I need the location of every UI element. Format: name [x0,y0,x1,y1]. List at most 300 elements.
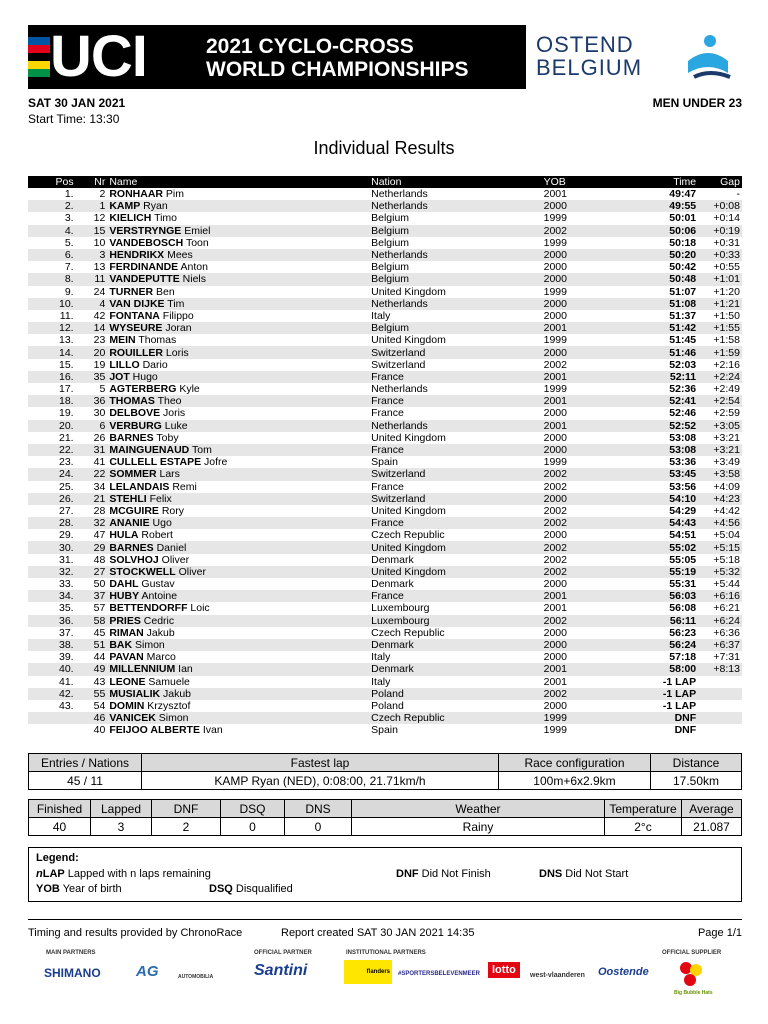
rider-surname: DOMIN [109,699,145,712]
legend-dns-desc: Did Not Start [565,868,629,880]
cell-yob: 2000 [543,699,567,712]
rider-firstname: Joran [165,322,192,335]
rider-firstname: Luke [164,419,188,432]
table-row [28,481,742,493]
cell-time: 57:18 [669,651,697,664]
cell-yob: 1999 [543,212,567,225]
cell-time: 52:03 [669,358,697,371]
cell-nation: Netherlands [369,200,542,212]
oostende-logo: Oostende [598,966,649,978]
cell-gap: +2:54 [698,395,742,407]
rider-surname: VERSTRYNGE [109,224,182,237]
cell-name [107,481,369,493]
cell-gap: +3:05 [698,420,742,432]
rider-surname: SOLVHOJ [109,553,159,566]
rider-firstname: Lars [159,468,180,481]
rider-firstname: Cedric [143,614,175,627]
cell-pos: 41. [58,675,74,688]
cell-nr: 47 [93,529,106,542]
table-row [28,334,742,346]
cell-nr: 28 [93,504,106,517]
cell-yob: 2001 [542,322,625,334]
cell-nation: Belgium [371,236,410,249]
legend-dsq [209,883,293,895]
title-line-2: WORLD CHAMPIONSHIPS [206,58,469,81]
cell-nation: France [371,407,404,420]
cell-gap: +6:37 [698,639,742,651]
table-row [28,590,742,602]
table-row [28,493,742,505]
cell-gap [698,700,742,712]
rider-firstname: Samuele [148,675,190,688]
col-pos: Pos [28,176,76,188]
cell-time: 51:45 [669,334,697,347]
cell-time: 53:56 [669,480,697,493]
rider-firstname: Jakub [163,687,192,700]
cell-name [107,407,369,419]
cell-gap: +6:21 [713,602,740,615]
weather-value: Rainy [352,818,605,836]
table-row [28,700,742,712]
cell-nr: 32 [76,517,108,529]
cell-gap: +3:49 [713,456,740,469]
cell-yob: 2002 [543,504,567,517]
table-row [28,517,742,529]
cell-nation: United Kingdom [371,504,446,517]
cell-gap: +7:31 [713,651,740,664]
cell-yob: 2000 [543,261,567,274]
legend-yob [36,883,122,895]
table-row [28,554,742,566]
fastest-lap-value: KAMP Ryan (NED), 0:08:00, 21.71km/h [142,772,499,790]
cell-nation: Switzerland [369,493,542,505]
cell-time: 51:07 [669,285,697,298]
cell-time: 50:20 [625,249,698,261]
cell-pos: 3. [64,212,74,225]
lapped-value: 3 [91,818,152,836]
cell-nation: Switzerland [369,346,542,358]
cell-nation: Italy [371,675,391,688]
cell-nation: United Kingdom [369,566,542,578]
cell-gap: +0:14 [713,212,740,225]
cell-nr: 37 [76,590,108,602]
rider-surname: VERBURG [109,419,162,432]
cell-name [107,286,369,298]
timing-provider: Timing and results provided by ChronoRace [28,927,243,939]
cell-nr: 57 [93,602,106,615]
cell-gap: +2:59 [713,407,740,420]
rider-firstname: Krzysztof [147,699,191,712]
rider-firstname: Timo [154,212,178,225]
cell-yob: 2000 [542,298,625,310]
cell-nr: 1 [76,200,108,212]
cell-yob: 2002 [542,468,625,480]
cell-gap: +0:19 [698,225,742,237]
stripe [28,69,50,77]
results-table [28,176,742,736]
dns-label: DNS [285,800,352,818]
table-row [28,261,742,273]
race-date: SAT 30 JAN 2021 [28,96,126,110]
cell-gap: +6:36 [713,626,740,639]
finished-value: 40 [29,818,91,836]
cell-time: 56:03 [625,590,698,602]
cell-nr: 3 [76,249,108,261]
main-partners-label: MAIN PARTNERS [46,950,96,956]
table-row [28,310,742,322]
cell-nation: United Kingdom [371,285,446,298]
rider-surname: SOMMER [109,468,157,481]
cell-yob: 2000 [542,346,625,358]
cell-pos: 34. [28,590,76,602]
host-line-2: BELGIUM [536,55,643,80]
table-row [28,639,742,651]
cell-nation: Czech Republic [371,626,445,639]
cell-pos: 33. [58,578,74,591]
rider-firstname: Emiel [184,224,211,237]
rider-firstname: Toby [156,431,179,444]
rider-surname: LELANDAIS [109,480,170,493]
cell-time: 56:08 [669,602,697,615]
table-row [28,188,742,200]
rider-surname: CULLELL ESTAPE [109,456,202,469]
cell-pos: 21. [58,431,74,444]
rider-surname: HUBY [109,590,140,603]
table-row [28,225,742,237]
cell-nation: United Kingdom [371,334,446,347]
table-row [28,432,742,444]
cell-nation: Belgium [369,322,542,334]
flanders-logo: flanders [344,960,392,984]
weather-label: Weather [352,800,605,818]
cell-gap: +0:31 [713,236,740,249]
cell-pos: 24. [28,468,76,480]
cell-nr: 4 [76,298,108,310]
cell-time: 50:18 [669,236,697,249]
rider-firstname: Hugo [132,370,158,383]
cell-nation: Netherlands [369,249,542,261]
cell-time: 56:11 [625,615,698,627]
cell-time: 50:48 [625,273,698,285]
cell-time: 49:47 [669,188,697,201]
cell-nr: 51 [76,639,108,651]
table-row [28,420,742,432]
cell-nr: 45 [93,626,106,639]
cell-gap: +1:21 [698,298,742,310]
race-config-value: 100m+6x2.9km [499,772,651,790]
table-row [28,712,742,724]
rider-firstname: Theo [157,395,182,408]
table-row [28,651,742,663]
cell-nr: 50 [93,578,106,591]
rider-surname: BARNES [109,431,154,444]
cell-pos: 9. [64,285,74,298]
cell-name [107,249,369,261]
rider-firstname: Tom [191,444,212,457]
rider-surname: FEIJOO ALBERTE [109,724,200,737]
cell-yob: 2001 [542,395,625,407]
cell-gap [698,676,742,688]
rider-firstname: Dario [142,358,168,371]
title-line-1: 2021 CYCLO-CROSS [206,35,414,58]
table-row [28,566,742,578]
race-config-label: Race configuration [499,754,651,772]
cell-pos: 29. [58,529,74,542]
cell-time: 54:29 [669,504,697,517]
cell-nr: 46 [76,712,108,724]
cell-pos: 12. [28,322,76,334]
table-row [28,346,742,358]
cell-pos: 30. [28,541,76,553]
table-row [28,212,742,224]
cell-yob: 1999 [543,724,567,737]
cell-nation: Netherlands [369,420,542,432]
cell-yob: 2002 [543,480,567,493]
cell-gap: +5:44 [713,578,740,591]
cell-nation: Belgium [371,212,410,225]
rider-surname: DAHL [109,578,139,591]
cell-nr: 58 [76,615,108,627]
cell-gap: +0:08 [698,200,742,212]
rider-surname: MUSIALIK [109,687,161,700]
cell-yob: 2000 [543,407,567,420]
cell-pos: 25. [58,480,74,493]
cell-nr: 55 [76,688,108,700]
cell-name [107,322,369,334]
cell-nr: 14 [76,322,108,334]
table-row [28,578,742,590]
cell-name [107,578,369,590]
legend-yob-key: YOB [36,883,60,895]
cell-name [107,541,369,553]
west-vlaanderen-logo: west-vlaanderen [530,972,585,979]
entries-value: 45 / 11 [29,772,142,790]
table-row [28,444,742,456]
table-row [28,322,742,334]
cell-pos: 2. [28,200,76,212]
rider-firstname: Jakub [146,626,175,639]
cell-pos: 7. [64,261,74,274]
cell-name [107,627,369,639]
cell-time: 51:37 [669,309,697,322]
table-row [28,456,742,468]
cell-pos: 8. [28,273,76,285]
average-label: Average [682,800,742,818]
table-row [28,541,742,553]
cell-name [107,456,369,468]
cell-nr: 23 [93,334,106,347]
cell-nation: Belgium [369,273,542,285]
rider-firstname: Mees [167,249,193,262]
rider-firstname: Oliver [178,565,206,578]
cell-yob: 1999 [543,334,567,347]
rider-surname: JOT [109,370,130,383]
cell-pos: 40. [28,663,76,675]
cell-yob: 2001 [542,590,625,602]
cell-nr: 42 [93,309,106,322]
cell-yob: 2000 [543,431,567,444]
cell-nation: Italy [371,651,391,664]
rider-surname: PAVAN [109,651,144,664]
col-yob: YOB [542,176,625,188]
cell-time: 50:42 [669,261,697,274]
cell-pos: 20. [28,420,76,432]
cell-nr: 20 [76,346,108,358]
table-row [28,200,742,212]
entries-label: Entries / Nations [29,754,142,772]
col-gap: Gap [698,176,742,188]
table-row [28,273,742,285]
cell-pos: 22. [28,444,76,456]
cell-yob: 2000 [542,493,625,505]
cell-nation: Switzerland [369,468,542,480]
partners-strip [28,950,742,1010]
cell-nr: 26 [93,431,106,444]
average-value: 21.087 [682,818,742,836]
cell-time: 56:24 [625,639,698,651]
cell-time: 55:05 [669,553,697,566]
cell-yob: 1999 [543,285,567,298]
legend-box [28,847,742,902]
cell-yob: 1999 [543,236,567,249]
cell-time: 51:42 [625,322,698,334]
rider-surname: KIELICH [109,212,152,225]
cell-nr: 13 [93,261,106,274]
table-row [28,249,742,261]
cell-nr: 2 [99,188,106,201]
rider-surname: FONTANA [109,309,160,322]
rider-surname: LILLO [109,358,140,371]
cell-nation: Netherlands [369,298,542,310]
rider-firstname: Kyle [179,383,200,396]
cell-nr: 6 [76,420,108,432]
table-row [28,468,742,480]
cell-nation: Italy [371,309,391,322]
cell-yob: 2000 [543,309,567,322]
cell-name [107,676,369,688]
cell-pos: 17. [58,383,74,396]
cell-pos: 4. [28,225,76,237]
cell-yob: 2000 [543,578,567,591]
rider-surname: RONHAAR [109,188,163,201]
rider-firstname: Tim [167,297,185,310]
cell-name [107,639,369,651]
cell-nr: 22 [76,468,108,480]
rider-surname: STOCKWELL [109,565,176,578]
cell-name [107,188,369,200]
cell-pos: 27. [58,504,74,517]
cell-time: 52:36 [669,383,697,396]
cell-time: 52:41 [625,395,698,407]
cell-yob: 2000 [542,249,625,261]
cell-pos: 15. [58,358,74,371]
rider-firstname: Gustav [141,578,175,591]
cell-name [107,298,369,310]
table-row [28,383,742,395]
cell-nation: United Kingdom [369,541,542,553]
cell-yob: 1999 [543,456,567,469]
table-row [28,676,742,688]
cell-pos: 28. [28,517,76,529]
cell-time: -1 LAP [625,688,698,700]
cell-name [107,663,369,675]
dnf-value: 2 [152,818,221,836]
cell-nr: 5 [99,383,106,396]
rider-firstname: Simon [158,712,189,725]
cell-gap: +4:56 [698,517,742,529]
cell-name [107,566,369,578]
cell-pos: 31. [58,553,74,566]
cell-pos: 38. [28,639,76,651]
rider-surname: BAK [109,639,133,652]
cell-name [107,615,369,627]
table-row [28,627,742,639]
cell-nr: 49 [76,663,108,675]
legend-dsq-desc: Disqualified [235,883,293,895]
cell-nation: Poland [369,688,542,700]
cell-nation: France [369,444,542,456]
rider-surname: VANICEK [109,712,156,725]
cell-name [107,383,369,395]
rider-surname: WYSEURE [109,322,163,335]
rider-surname: HENDRIKX [109,249,165,262]
cell-name [107,261,369,273]
rider-firstname: Jofre [204,456,228,469]
cell-yob: 2001 [543,602,567,615]
col-name: Name [107,176,369,188]
cell-pos: 36. [28,615,76,627]
cell-nation: Czech Republic [371,529,445,542]
cell-gap: +4:09 [713,480,740,493]
cell-yob: 2001 [542,663,625,675]
cell-time: 53:08 [669,431,697,444]
report-timestamp: Report created SAT 30 JAN 2021 14:35 [281,927,475,939]
cell-yob: 2002 [543,553,567,566]
cell-yob: 2001 [542,371,625,383]
rider-surname: HULA [109,529,139,542]
table-row [28,724,742,736]
legend-dsq-key: DSQ [209,883,233,895]
cell-time: 49:55 [625,200,698,212]
rider-surname: BARNES [109,541,154,554]
cell-time: 55:31 [669,578,697,591]
cell-yob: 2000 [543,651,567,664]
cell-name [107,590,369,602]
official-partner-label: OFFICIAL PARTNER [254,950,312,956]
cell-name [107,395,369,407]
cell-gap: +4:23 [698,493,742,505]
cell-name [107,505,369,517]
cell-name [107,432,369,444]
legend-dnf-key: DNF [396,868,419,880]
cell-pos: 23. [58,456,74,469]
cell-pos: 10. [28,298,76,310]
rider-surname: VANDEBOSCH [109,236,184,249]
lotto-logo: lotto [488,962,520,978]
header-banner [28,25,742,89]
table-row [28,371,742,383]
cell-time: 55:02 [625,541,698,553]
cell-gap: +1:20 [713,285,740,298]
cell-time: 50:01 [669,212,697,225]
legend-dns-key: DNS [539,868,563,880]
cell-yob: 2000 [543,626,567,639]
cell-yob: 2000 [542,444,625,456]
rider-firstname: Loris [165,346,189,359]
distance-label: Distance [651,754,742,772]
cell-time: 56:23 [669,626,697,639]
cell-gap: +8:13 [698,663,742,675]
